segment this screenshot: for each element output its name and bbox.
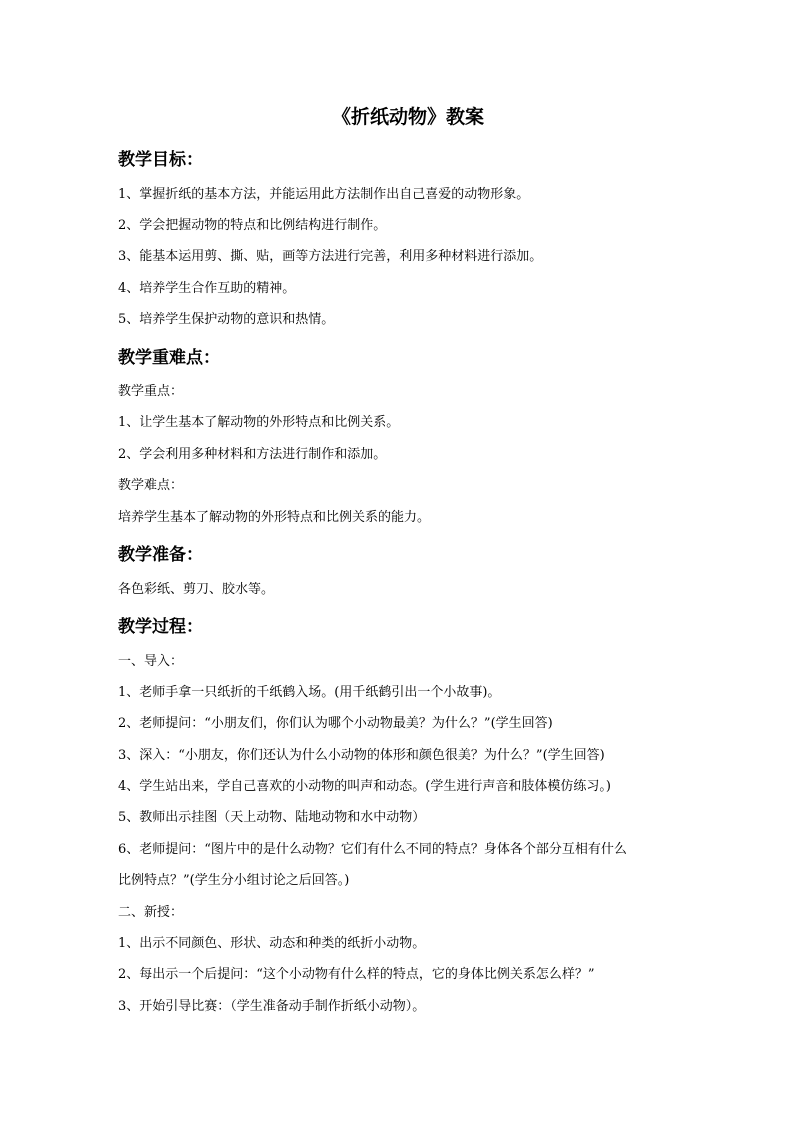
- key-point-label: 教学重点：: [118, 384, 184, 399]
- document-title: 《折纸动物》教案: [331, 106, 484, 128]
- objective-line-3: 3、能基本运用剪、撕、贴，画等方法进行完善，利用多种材料进行添加。: [118, 249, 543, 264]
- key-point-line-1: 1、让学生基本了解动物的外形特点和比例关系。: [118, 415, 400, 430]
- difficulty-label: 教学难点：: [118, 478, 184, 493]
- process-line-3: 3、深入：“小朋友，你们还认为什么小动物的体形和颜色很美？为什么？”(学生回答): [118, 748, 605, 763]
- process-line-new-label: 二、新授：: [118, 905, 184, 920]
- preparation-line-1: 各色彩纸、剪刀、胶水等。: [118, 582, 275, 597]
- section-heading-objectives: 教学目标：: [118, 150, 203, 170]
- section-heading-preparation: 教学准备：: [118, 545, 203, 565]
- section-heading-process: 教学过程：: [118, 617, 203, 637]
- process-line-new-3: 3、开始引导比赛：（学生准备动手制作折纸小动物）。: [118, 999, 426, 1014]
- process-line-4: 4、学生站出来，学自己喜欢的小动物的叫声和动态。(学生进行声音和肢体模仿练习。): [118, 779, 611, 794]
- objective-line-1: 1、掌握折纸的基本方法，并能运用此方法制作出自己喜爱的动物形象。: [118, 187, 530, 202]
- process-line-2: 2、老师提问：“小朋友们，你们认为哪个小动物最美？为什么？”(学生回答): [118, 716, 553, 731]
- process-line-5: 5、教师出示挂图（天上动物、陆地动物和水中动物）: [118, 810, 426, 825]
- process-line-new-2: 2、每出示一个后提问：“这个小动物有什么样的特点，它的身体比例关系怎么样？”: [118, 967, 595, 982]
- process-line-6: 6、老师提问：“图片中的是什么动物？它们有什么不同的特点？身体各个部分互相有什么: [118, 842, 627, 857]
- process-line-new-1: 1、出示不同颜色、形状、动态和种类的纸折小动物。: [118, 936, 426, 951]
- objective-line-5: 5、培养学生保护动物的意识和热情。: [118, 312, 335, 327]
- process-line-intro-label: 一、导入：: [118, 654, 184, 669]
- key-point-line-2: 2、学会利用多种材料和方法进行制作和添加。: [118, 447, 387, 462]
- process-line-1: 1、老师手拿一只纸折的千纸鹤入场。(用千纸鹤引出一个小故事)。: [118, 685, 501, 700]
- objective-line-4: 4、培养学生合作互助的精神。: [118, 281, 296, 296]
- process-line-6-cont: 比例特点？”(学生分小组讨论之后回答。): [118, 873, 350, 888]
- difficulty-line-1: 培养学生基本了解动物的外形特点和比例关系的能力。: [118, 510, 431, 525]
- section-heading-key-points: 教学重难点：: [118, 348, 220, 368]
- objective-line-2: 2、学会把握动物的特点和比例结构进行制作。: [118, 218, 387, 233]
